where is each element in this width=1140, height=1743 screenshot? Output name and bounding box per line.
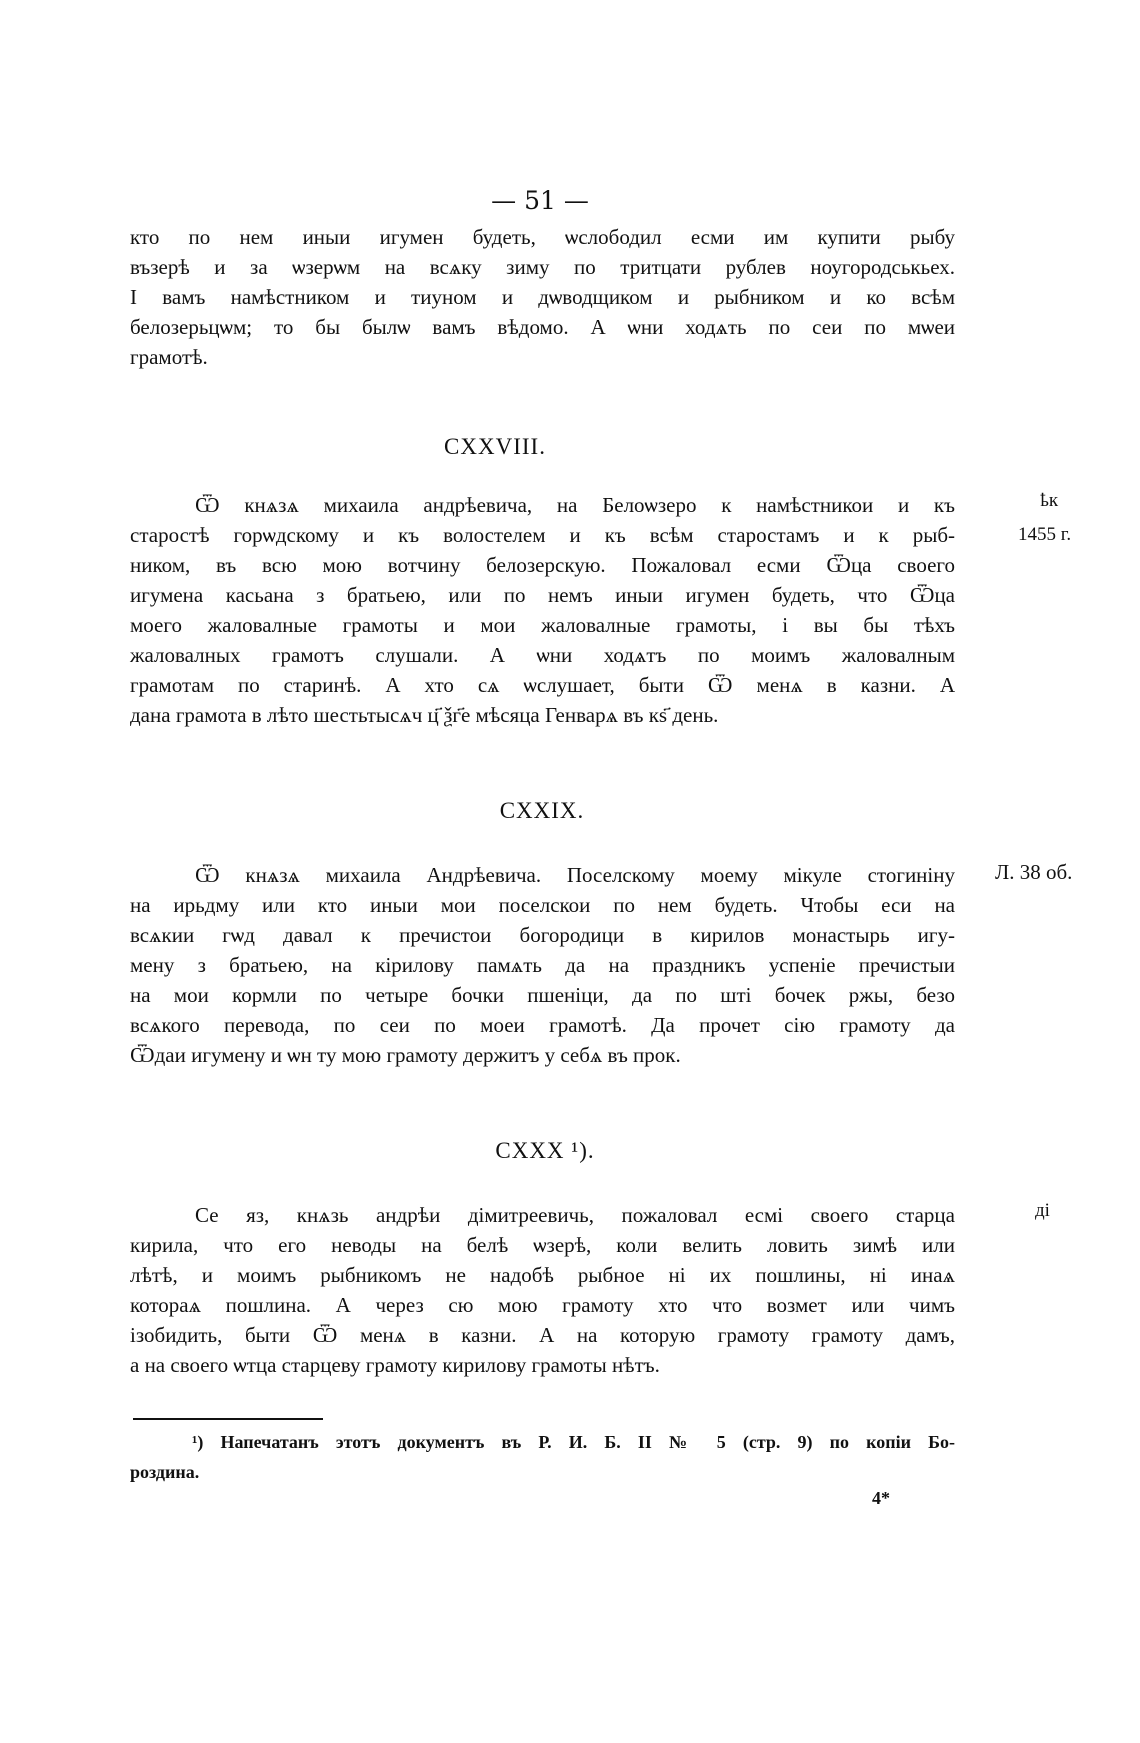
- intro-paragraph: [130, 222, 955, 372]
- margin-note-number: ді: [1035, 1200, 1050, 1221]
- section-129-text: [130, 860, 955, 1070]
- footnote: [130, 1428, 955, 1488]
- text-line: всѧкии гѡд давал к пречистои богородици в кирилов монастырь игу-: [130, 923, 955, 947]
- page-number: — 51 —: [491, 186, 589, 215]
- footnote-line: роздина.: [130, 1462, 200, 1482]
- text-line: І вамъ намѣстником и тиуном и дѡводщиком и рыбником и ко всѣм: [130, 285, 955, 309]
- section-heading-129: CXXIX.: [499, 798, 585, 823]
- text-line: ником, въ всю мою вотчину белозерскую. Пожаловал есми Ѿца своего: [130, 553, 955, 577]
- margin-note-number: ҍк: [1040, 490, 1059, 511]
- text-line: старостѣ горѡдскому и къ волостелем и къ всѣм старостамъ и к рыб-: [130, 523, 955, 547]
- margin-note-folio: Л. 38 об.: [995, 860, 1073, 884]
- section-heading-128: CXXVIII.: [444, 434, 546, 459]
- text-line: Ѿдаи игумену и ѡн ту мою грамоту держитъ у себѧ въ прок.: [130, 1043, 681, 1067]
- text-line: грамотам по старинѣ. А хто сѧ ѡслушает, быти Ѿ менѧ в казни. А: [130, 673, 955, 697]
- text-line: кто по нем иныи игумен будеть, ѡслободил есми им купити рыбу: [130, 225, 955, 249]
- section-heading-130: CXXX ¹).: [495, 1138, 595, 1163]
- text-line: лѣтѣ, и моимъ рыбникомъ не надобѣ рыбное ні их пошлины, ні инаѧ: [130, 1263, 955, 1287]
- text-line: на ирьдму или кто иныи мои поселскои по нем будеть. Чтобы еси на: [130, 893, 955, 917]
- section-128-text: [130, 490, 955, 730]
- section-130-text: [130, 1200, 955, 1380]
- text-line: възерѣ и за ѡзерѡм на всѧку зиму по тритцати рублев ноугородськьех.: [130, 255, 955, 279]
- text-line: грамотѣ.: [130, 345, 208, 369]
- text-line: мену з братьею, на кірилову памѧть да на праздникъ успеніе пречистыи: [130, 953, 955, 977]
- text-line: игумена касьана з братьею, или по немъ иныи игумен будеть, что Ѿца: [130, 583, 955, 607]
- footnote-divider: [133, 1418, 323, 1420]
- text-line: всѧкого перевода, по сеи по моеи грамотѣ. Да прочет сію грамоту да: [130, 1013, 955, 1037]
- margin-note-year: 1455 г.: [1018, 524, 1072, 545]
- text-line: ізобидить, быти Ѿ менѧ в казни. А на которую грамоту грамоту дамъ,: [130, 1323, 955, 1347]
- text-line: кирила, что его неводы на белѣ ѡзерѣ, коли велить ловить зимѣ или: [130, 1233, 955, 1257]
- text-line: а на своего ѡтца старцеву грамоту кирилову грамоты нѣтъ.: [130, 1353, 660, 1377]
- text-line: Се яз, кнѧзь андрѣи дімитреевичь, пожаловал есмі своего старца: [195, 1203, 955, 1227]
- text-line: котораѧ пошлина. А через сю мою грамоту хто что возмет или чимъ: [130, 1293, 955, 1317]
- text-line: Ѿ кнѧзѧ михаила Андрѣевича. Поселскому моему мікуле стогиніну: [195, 863, 955, 887]
- footnote-line: ¹) Напечатанъ этотъ документъ въ Р. И. Б. II № 5 (стр. 9) по копіи Бо-: [192, 1432, 955, 1452]
- text-line: на мои кормли по четыре бочки пшеніци, да по шті бочек ржы, безо: [130, 983, 955, 1007]
- text-line: белозерьцѡм; то бы былѡ вамъ вѣдомо. А ѡни ходѧть по сеи по мѡеи: [130, 315, 955, 339]
- text-line: дана грамота в лѣто шестьтысѧч ц҃ ѯг҃е мѣсяца Генварѧ въ кѕ҃ день.: [130, 703, 719, 727]
- text-line: моего жаловалные грамоты и мои жаловалные грамоты, і вы бы тѣхъ: [130, 613, 955, 637]
- text-line: Ѿ кнѧзѧ михаила андрѣевича, на Белоѡзеро к намѣстникои и къ: [195, 493, 955, 517]
- signature-mark: 4*: [872, 1488, 890, 1508]
- text-line: жаловалных грамотъ слушали. А ѡни ходѧтъ по моимъ жаловалным: [130, 643, 955, 667]
